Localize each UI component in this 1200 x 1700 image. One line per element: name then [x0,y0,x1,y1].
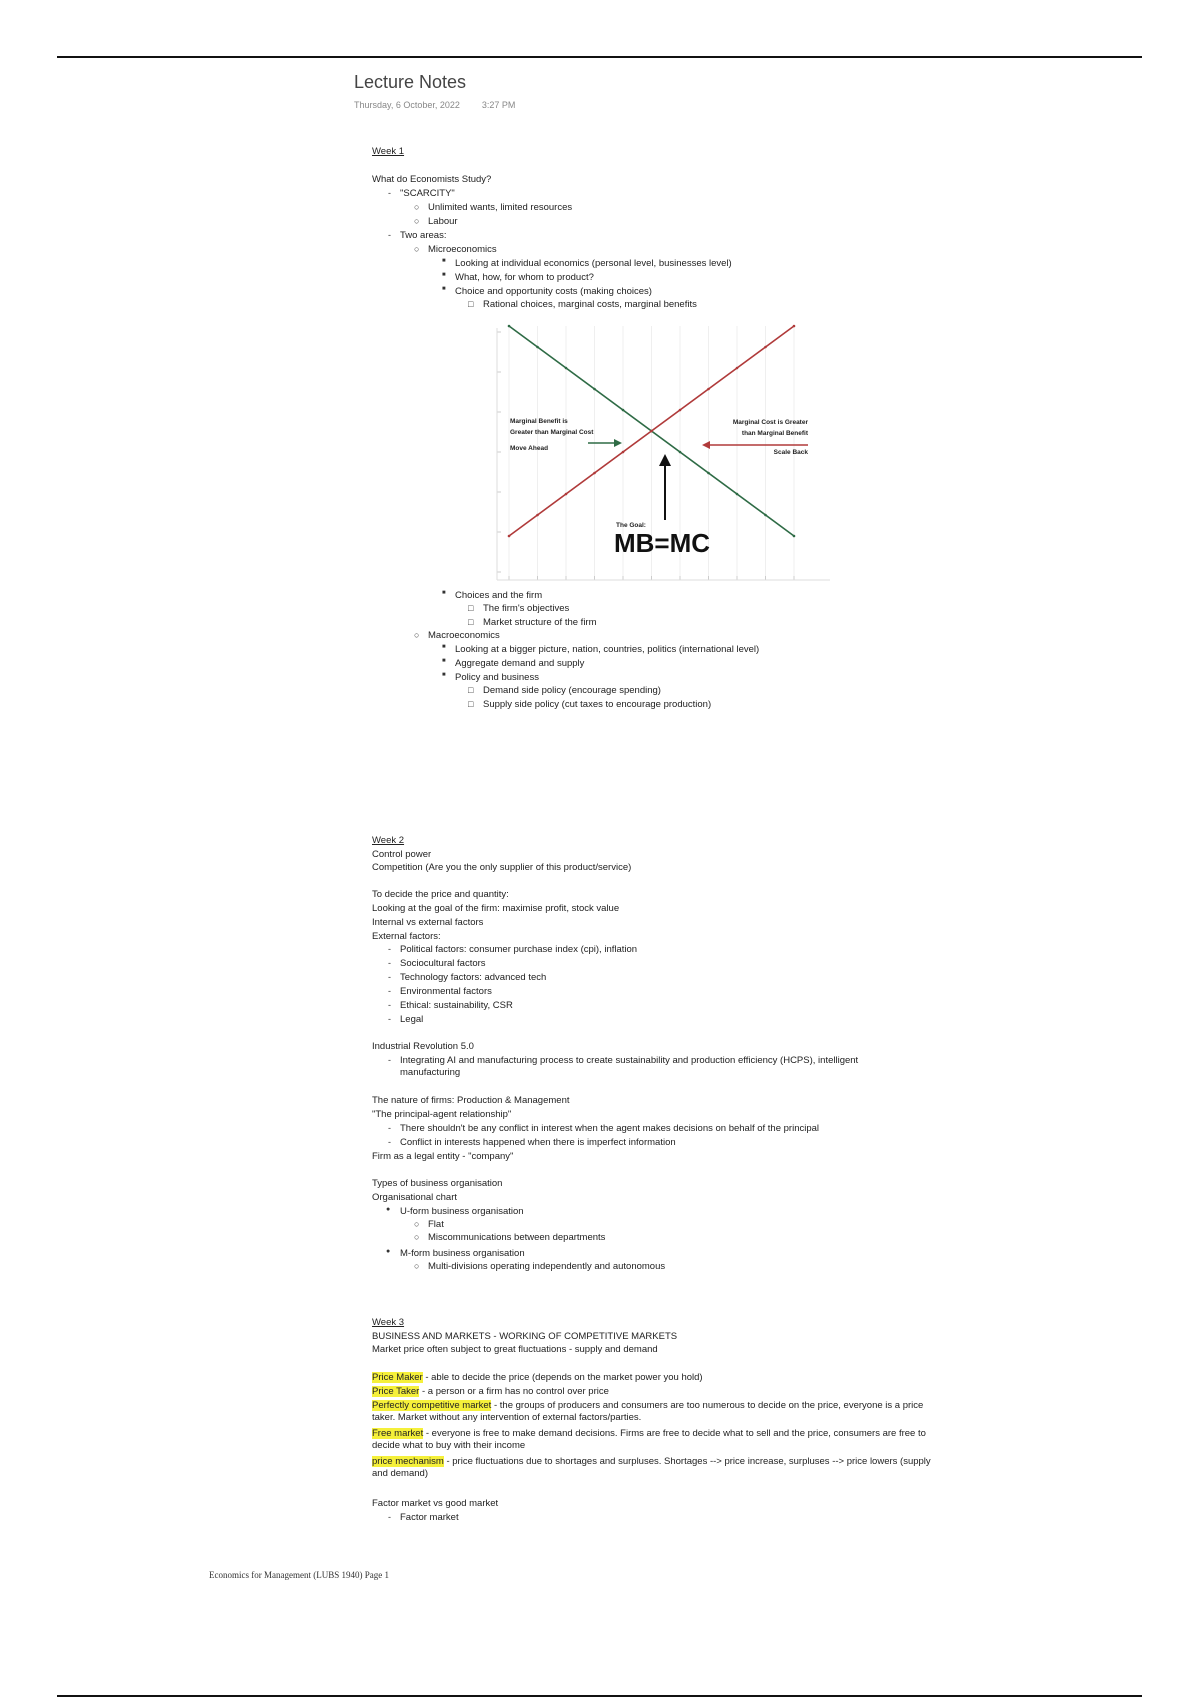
week2-pa-2: Conflict in interests happened when there is imperfect information [400,1137,676,1148]
price-mechanism-term: price mechanism [372,1456,444,1467]
week3-l2: Market price often subject to great fluctuations - supply and demand [372,1344,658,1355]
bullet-circle: ○ [414,630,420,640]
week2-l2: Competition (Are you the only supplier of this product/service) [372,862,632,873]
bullet-dash: - [388,972,391,982]
week2-chart: Organisational chart [372,1192,458,1203]
series-point [736,493,739,496]
bullet-circle: ○ [414,244,420,254]
week2-l1: Control power [372,849,432,860]
week1-micro-4a: The firm's objectives [483,603,570,614]
bullet-dot: ● [386,1206,391,1213]
week3-factor: Factor market vs good market [372,1498,499,1509]
bullet-box: □ [468,299,474,309]
week1-micro-3: Choice and opportunity costs (making choices) [455,286,652,297]
series-point [508,325,511,328]
bullet-dash: - [388,188,391,198]
series-point [565,493,568,496]
move-ahead-arrowhead [614,439,622,447]
price-maker-line [372,1372,703,1384]
bullet-square: ■ [442,644,446,650]
price-taker-line [372,1386,609,1398]
time-text: 3:27 PM [481,100,516,110]
week1-macro-3b: Supply side policy (cut taxes to encourage production) [483,699,712,710]
goal-arrowhead [659,454,671,466]
week2-l5: Internal vs external factors [372,917,484,928]
week3-l1: BUSINESS AND MARKETS - WORKING OF COMPETITIVE MARKETS [372,1331,678,1342]
series-point [565,367,568,370]
bullet-box: □ [468,699,474,709]
week2-ext-4: Environmental factors [400,986,492,997]
bullet-dash: - [388,944,391,954]
annotation-right-1: Marginal Cost is Greater [732,419,808,426]
free-market-term: Free market [372,1428,424,1439]
week2-ext-3: Technology factors: advanced tech [400,972,547,983]
week1-micro-1: Looking at individual economics (personal level, businesses level) [455,258,732,269]
perfect-competition-def: - the groups of producers and consumers are too numerous to decide on the price, everyone is a price taker. Market without any intervention of external factors/parties. [372,1400,924,1423]
perfect-competition-line [372,1400,932,1424]
free-market-def: - everyone is free to make demand decisions. Firms are free to decide what to sell and the price, consumers are free to decide what to buy with their income [372,1428,926,1451]
series-point [593,388,596,391]
week1-heading: Week 1 [372,146,405,157]
annotation-left-3: Move Ahead [510,445,549,452]
price-mechanism-def: - price fluctuations due to shortages and surpluses. Shortages --> price increase, surpluses --> price lowers (supply and demand) [372,1456,931,1479]
week2-nature: The nature of firms: Production & Management [372,1095,570,1106]
series-point [622,409,625,412]
series-point [707,472,710,475]
bullet-square: ■ [442,258,446,264]
bullet-square: ■ [442,286,446,292]
bullet-dash: - [388,230,391,240]
bullet-box: □ [468,617,474,627]
bullet-square: ■ [442,672,446,678]
series-point [793,325,796,328]
week1-micro-2: What, how, for whom to product? [455,272,594,283]
price-maker-def: - able to decide the price (depends on the market power you hold) [422,1372,703,1383]
week1-micro: Microeconomics [428,244,497,255]
week2-u-form: U-form business organisation [400,1206,524,1217]
annotation-left-1: Marginal Benefit is [510,418,568,425]
week2-types: Types of business organisation [372,1178,503,1189]
week1-scarcity: "SCARCITY" [400,188,455,199]
bullet-circle: ○ [414,1219,420,1229]
series-point [793,535,796,538]
week2-u-1: Flat [428,1219,444,1230]
week3-heading: Week 3 [372,1317,405,1328]
annotation-left-2: Greater than Marginal Cost [510,429,594,436]
series-point [593,472,596,475]
bullet-dash: - [388,1512,391,1522]
week2-u-2: Miscommunications between departments [428,1232,606,1243]
week2-pa-1: There shouldn't be any conflict in interest when the agent makes decisions on behalf of the principal [400,1123,820,1134]
week2-pa: "The principal-agent relationship" [372,1109,512,1120]
page-footer: Economics for Management (LUBS 1940) Page 1 [209,1570,389,1580]
bullet-square: ■ [442,590,446,596]
series-point [736,367,739,370]
bullet-box: □ [468,685,474,695]
annotation-right-2: than Marginal Benefit [741,430,808,437]
top-rule [57,56,1142,58]
week2-m-1: Multi-divisions operating independently and autonomous [428,1261,666,1272]
mb-mc-chart [494,324,834,584]
bullet-circle: ○ [414,1261,420,1271]
bullet-square: ■ [442,272,446,278]
series-point [508,535,511,538]
series-point [536,514,539,517]
free-market-line [372,1428,932,1452]
week3-factor-1: Factor market [400,1512,459,1523]
week1-macro: Macroeconomics [428,630,500,641]
week1-question: What do Economists Study? [372,174,492,185]
series-point [764,346,767,349]
week1-two-areas: Two areas: [400,230,447,241]
bullet-dash: - [388,1055,391,1065]
week1-micro-4b: Market structure of the firm [483,617,597,628]
week2-firm: Firm as a legal entity - "company" [372,1151,514,1162]
series-point [650,430,653,433]
week1-unlimited: Unlimited wants, limited resources [428,202,573,213]
series-point [764,514,767,517]
bullet-circle: ○ [414,1232,420,1242]
series-point [536,346,539,349]
bullet-square: ■ [442,658,446,664]
perfect-competition-term: Perfectly competitive market [372,1400,492,1411]
week1-micro-3a: Rational choices, marginal costs, marginal benefits [483,299,697,310]
series-point [707,388,710,391]
page-date [354,100,537,110]
week2-ext-2: Sociocultural factors [400,958,486,969]
price-maker-term: Price Maker [372,1372,423,1383]
week1-macro-1: Looking at a bigger picture, nation, countries, politics (international level) [455,644,760,655]
week1-macro-3a: Demand side policy (encourage spending) [483,685,661,696]
week1-macro-2: Aggregate demand and supply [455,658,585,669]
bullet-dash: - [388,958,391,968]
week2-l3: To decide the price and quantity: [372,889,509,900]
bullet-dash: - [388,1000,391,1010]
bullet-circle: ○ [414,216,420,226]
bullet-dash: - [388,1014,391,1024]
week2-ir-1: Integrating AI and manufacturing process to create sustainability and production efficiency (HCPS), intelligent manufacturing [400,1055,859,1078]
week2-ir: Industrial Revolution 5.0 [372,1041,474,1052]
bullet-dash: - [388,986,391,996]
week2-heading: Week 2 [372,835,405,846]
series-point [679,409,682,412]
goal-label: The Goal: [616,522,646,529]
week2-l4: Looking at the goal of the firm: maximise profit, stock value [372,903,620,914]
week2-ext-5: Ethical: sustainability, CSR [400,1000,513,1011]
series-point [622,451,625,454]
week1-macro-3: Policy and business [455,672,539,683]
annotation-right-3: Scale Back [773,449,808,456]
bullet-circle: ○ [414,202,420,212]
price-taker-term: Price Taker [372,1386,420,1397]
week2-l6: External factors: [372,931,441,942]
bullet-dash: - [388,1137,391,1147]
bottom-rule [57,1695,1142,1697]
week1-labour: Labour [428,216,458,227]
week1-micro-4: Choices and the firm [455,590,543,601]
price-taker-def: - a person or a firm has no control over price [419,1386,609,1397]
price-mechanism-line [372,1456,932,1480]
bullet-box: □ [468,603,474,613]
bullet-dot: ● [386,1248,391,1255]
page-title: Lecture Notes [354,72,467,92]
week2-ext-6: Legal [400,1014,424,1025]
bullet-dash: - [388,1123,391,1133]
goal-equation: MB=MC [614,528,711,558]
week2-ext-1: Political factors: consumer purchase index (cpi), inflation [400,944,638,955]
series-point [679,451,682,454]
date-text: Thursday, 6 October, 2022 [354,100,460,110]
scale-back-arrowhead [702,441,710,449]
week2-m-form: M-form business organisation [400,1248,525,1259]
